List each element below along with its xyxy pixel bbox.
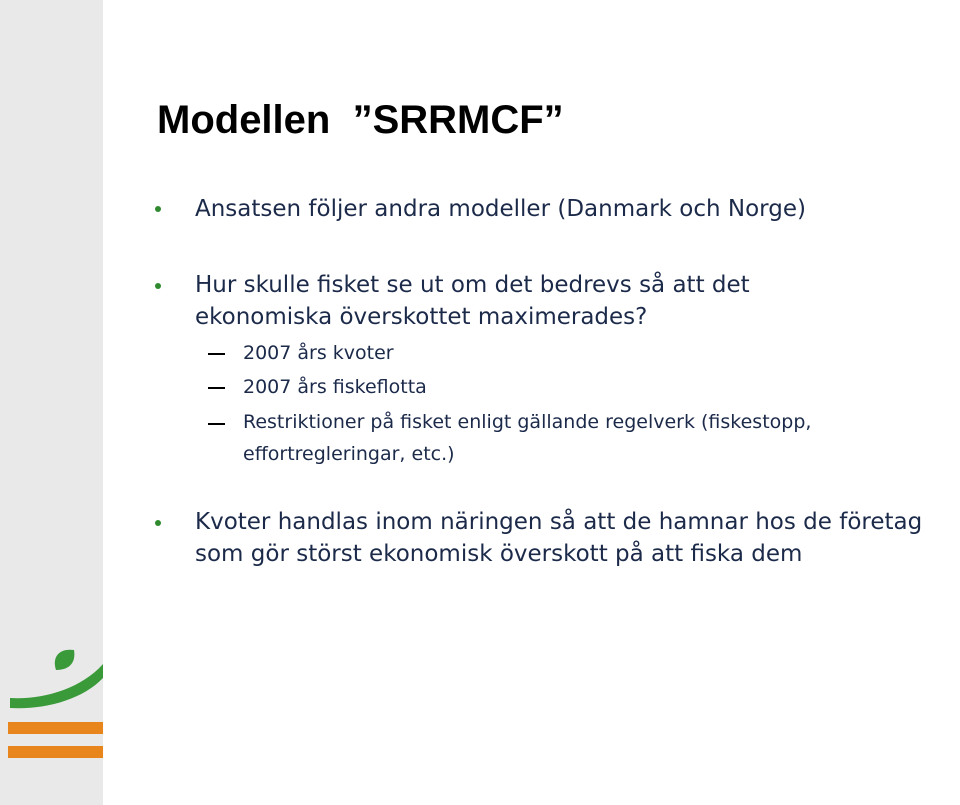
bullet-dot-icon	[155, 520, 161, 526]
subbullet-3: Restriktioner på fisket enligt gällande regelverk (fiskestopp, effortregleringar, etc.)	[243, 411, 812, 465]
bullet-1: Ansatsen följer andra modeller (Danmark och Norge)	[195, 196, 806, 222]
slide-title: Modellen ”SRRMCF”	[157, 98, 564, 142]
subbullet-1: 2007 års kvoter	[243, 342, 394, 364]
bullet-2: Hur skulle fisket se ut om det bedrevs så att det ekonomiska överskottet maximerades?	[195, 272, 750, 330]
bullet-dot-icon	[155, 206, 161, 212]
bullet-3: Kvoter handlas inom näringen så att de hamnar hos de företag som gör störst ekonomisk överskott på att fiska dem	[195, 509, 923, 567]
bullet-dot-icon	[155, 283, 161, 289]
leaf-logo-icon	[0, 640, 103, 770]
dash-icon	[208, 387, 225, 389]
dash-icon	[208, 353, 225, 355]
dash-icon	[208, 423, 225, 425]
subbullet-2: 2007 års fiskeflotta	[243, 376, 427, 398]
